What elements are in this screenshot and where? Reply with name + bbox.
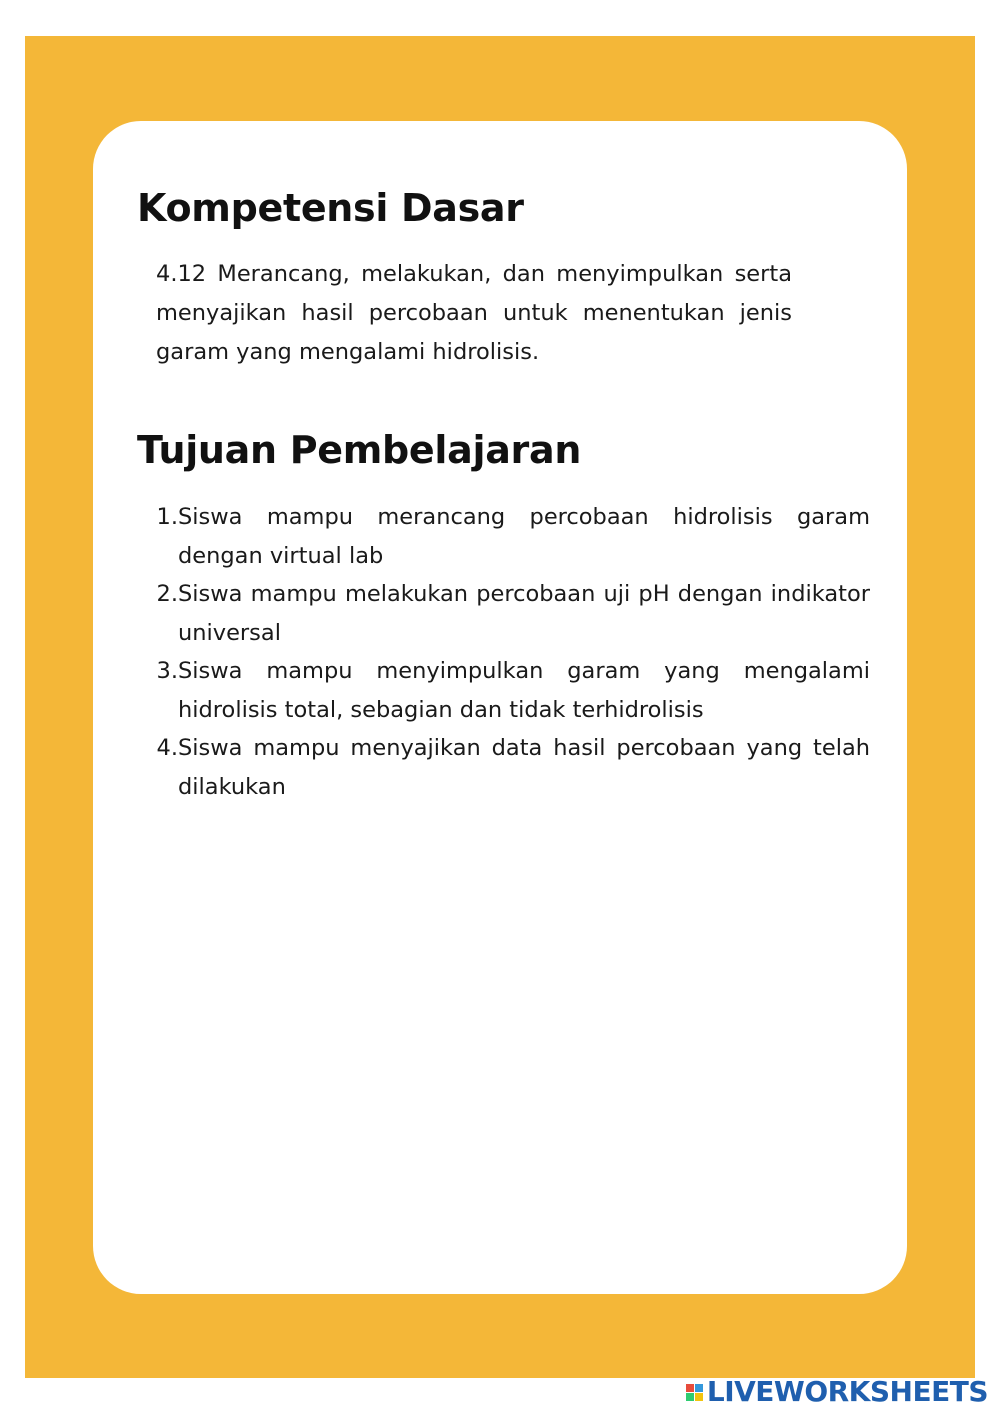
list-item: [150, 729, 870, 806]
list-item: [150, 652, 870, 729]
list-item-text: Siswa mampu melakukan percobaan uji pH dengan indikator universal: [178, 581, 870, 646]
list-item-text: Siswa mampu merancang percobaan hidrolisis garam dengan virtual lab: [178, 504, 870, 569]
list-item-number: 1.: [156, 504, 178, 530]
list-item-number: 2.: [156, 581, 178, 607]
list-item-number: 3.: [156, 658, 178, 684]
tujuan-pembelajaran-title: Tujuan Pembelajaran: [137, 428, 582, 472]
tujuan-list: [150, 498, 870, 806]
list-item-text: Siswa mampu menyimpulkan garam yang mengalami hidrolisis total, sebagian dan tidak terhidrolisis: [178, 658, 870, 723]
list-item-number: 4.: [156, 735, 178, 761]
kompetensi-dasar-title: Kompetensi Dasar: [137, 186, 524, 230]
list-item-text: Siswa mampu menyajikan data hasil percobaan yang telah dilakukan: [178, 735, 870, 800]
list-item: [150, 575, 870, 652]
watermark-text: LIVEWORKSHEETS: [706, 1375, 988, 1408]
liveworksheets-watermark[interactable]: [686, 1377, 988, 1407]
kompetensi-dasar-text: 4.12 Merancang, melakukan, dan menyimpulkan serta menyajikan hasil percobaan untuk menentukan jenis garam yang mengalami hidrolisis.: [156, 261, 792, 365]
liveworksheets-logo-icon: [686, 1384, 703, 1401]
list-item: [150, 498, 870, 575]
